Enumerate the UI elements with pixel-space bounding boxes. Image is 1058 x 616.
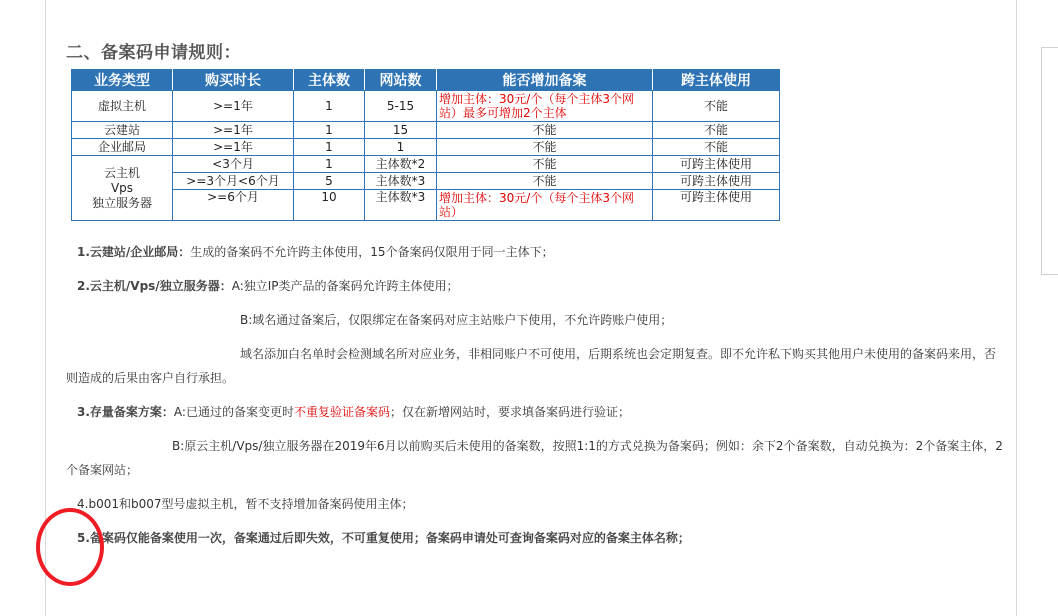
note-5: 5.备案码仅能备案使用一次，备案通过后即失效，不可重复使用；备案码申请处可查询备案码对应的备案主体名称； <box>77 531 690 545</box>
note-2-c-line1: 域名添加白名单时会检测域名所对应业务，非相同账户不可使用，后期系统也会定期复查。即不允许私下购买其他用户未使用的备案码来用，否 <box>240 347 997 361</box>
table-row <box>72 122 780 139</box>
cell-sites: 主体数*2 <box>365 156 437 173</box>
note-3-title: 3.存量备案方案： <box>77 405 174 419</box>
note-3-a-highlight: 不重复验证备案码 <box>293 405 390 419</box>
cell-entities: 1 <box>294 156 365 173</box>
note-1-text: 生成的备案码不允许跨主体使用，15个备案码仅限用于同一主体下； <box>190 245 554 259</box>
cell-add-filing: 增加主体：30元/个（每个主体3个网站） <box>437 190 653 221</box>
column-header: 网站数 <box>365 70 437 91</box>
table-row <box>72 91 780 122</box>
filing-code-rules-table <box>71 69 780 221</box>
cell-sites: 主体数*3 <box>365 190 437 221</box>
note-2-title: 2.云主机/Vps/独立服务器： <box>77 279 232 293</box>
cell-duration: >=6个月 <box>173 190 294 221</box>
red-circle-annotation <box>36 508 104 586</box>
cell-entities: 5 <box>294 173 365 190</box>
cell-cross-entity: 不能 <box>653 91 780 122</box>
type-cloud-host: 云主机 <box>103 165 140 180</box>
cell-entities: 1 <box>294 122 365 139</box>
cell-cross-entity: 可跨主体使用 <box>653 156 780 173</box>
note-2 <box>77 274 459 298</box>
cell-entities: 1 <box>294 139 365 156</box>
cell-duration: >=1年 <box>173 91 294 122</box>
cell-cross-entity: 不能 <box>653 139 780 156</box>
section-heading: 二、备案码申请规则： <box>66 43 241 63</box>
type-vps: Vps <box>110 180 134 195</box>
column-header: 购买时长 <box>173 70 294 91</box>
cell-add-filing: 不能 <box>437 173 653 190</box>
note-2-b: B:域名通过备案后，仅限绑定在备案码对应主站账户下使用，不允许跨账户使用； <box>240 313 673 327</box>
table-row <box>72 173 780 190</box>
table-header-row <box>72 70 780 91</box>
type-dedicated-server: 独立服务器 <box>91 195 152 210</box>
cell-add-filing: 不能 <box>437 122 653 139</box>
note-1-title: 1.云建站/企业邮局： <box>77 245 191 259</box>
note-1 <box>77 240 554 264</box>
cell-cross-entity: 不能 <box>653 122 780 139</box>
note-3-b-line1: B:原云主机/Vps/独立服务器在2019年6月以前购买后未使用的备案数，按照1:1的方式兑换为备案码；例如：余下2个备案数，自动兑换为：2个备案主体，2 <box>172 439 1003 453</box>
cell-add-filing: 增加主体：30元/个（每个主体3个网站）最多可增加2个主体 <box>437 91 653 122</box>
cell-duration: <3个月 <box>173 156 294 173</box>
note-3-b-line2: 个备案网站； <box>66 463 139 477</box>
cell-cross-entity: 可跨主体使用 <box>653 173 780 190</box>
note-4: 4.b001和b007型号虚拟主机，暂不支持增加备案码使用主体； <box>77 497 414 511</box>
cell-entities: 10 <box>294 190 365 221</box>
table-row <box>72 156 780 173</box>
cell-duration: >=1年 <box>173 122 294 139</box>
cell-entities: 1 <box>294 91 365 122</box>
cell-type-group <box>72 156 173 221</box>
page-right-border <box>1016 0 1017 616</box>
note-3 <box>77 400 630 424</box>
column-header: 主体数 <box>294 70 365 91</box>
note-3-a-prefix: A:已通过的备案变更时 <box>173 405 294 419</box>
cell-duration: >=1年 <box>173 139 294 156</box>
cell-cross-entity: 可跨主体使用 <box>653 190 780 221</box>
column-header: 跨主体使用 <box>653 70 780 91</box>
table-row <box>72 139 780 156</box>
cell-type: 虚拟主机 <box>72 91 173 122</box>
cell-sites: 15 <box>365 122 437 139</box>
cell-sites: 主体数*3 <box>365 173 437 190</box>
side-panel-edge <box>1041 47 1058 275</box>
cell-type: 企业邮局 <box>72 139 173 156</box>
cell-sites: 5-15 <box>365 91 437 122</box>
cell-add-filing: 不能 <box>437 139 653 156</box>
column-header: 业务类型 <box>72 70 173 91</box>
table-row <box>72 190 780 221</box>
column-header: 能否增加备案 <box>437 70 653 91</box>
note-3-a-suffix: ；仅在新增网站时，要求填备案码进行验证； <box>389 405 630 419</box>
note-2-a: A:独立IP类产品的备案码允许跨主体使用； <box>231 279 459 293</box>
cell-duration: >=3个月<6个月 <box>173 173 294 190</box>
cell-sites: 1 <box>365 139 437 156</box>
cell-type: 云建站 <box>72 122 173 139</box>
cell-add-filing: 不能 <box>437 156 653 173</box>
note-2-c-line2: 则造成的后果由客户自行承担。 <box>66 371 235 385</box>
